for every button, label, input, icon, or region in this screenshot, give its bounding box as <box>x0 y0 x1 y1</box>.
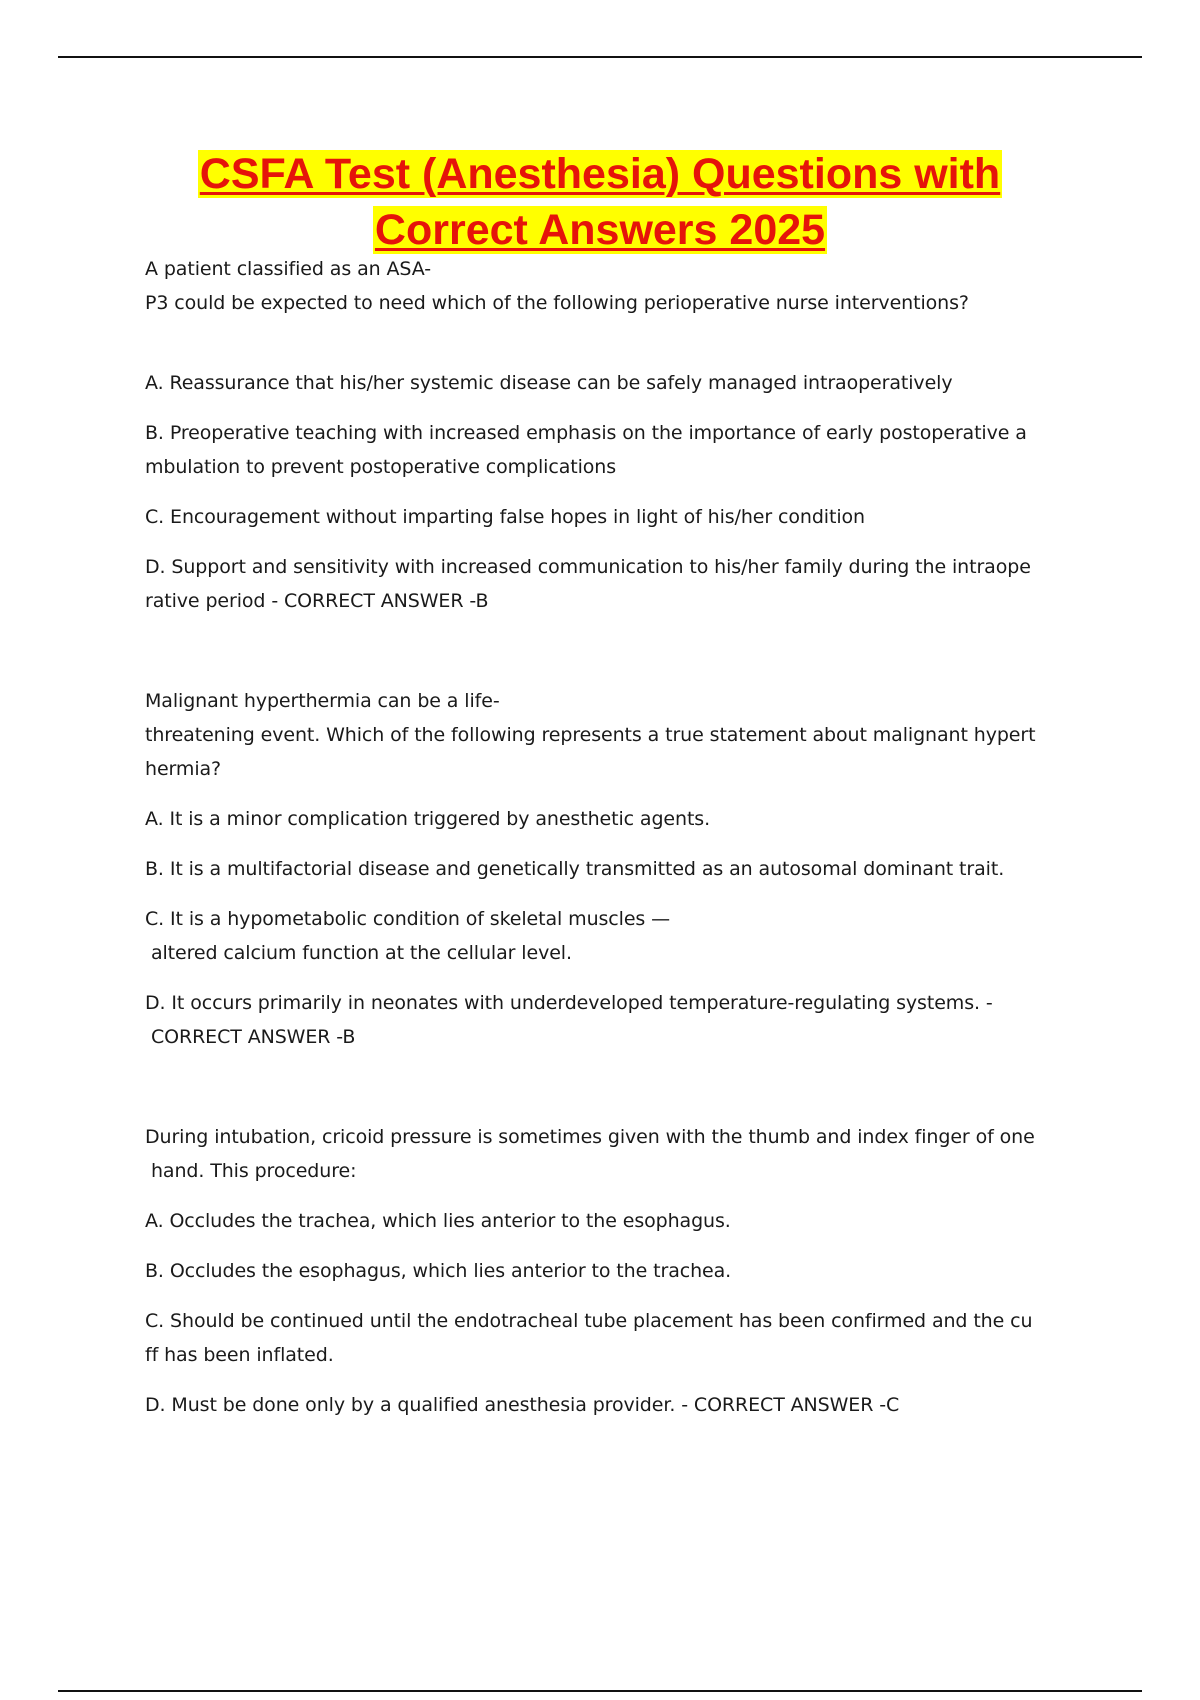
spacer <box>145 1054 1105 1120</box>
question-stem: Malignant hyperthermia can be a life- threatening event. Which of the following represents a true statement about malignant hypert hermia? <box>145 690 1036 780</box>
page-title <box>100 146 1100 258</box>
answer-option-a: A. It is a minor complication triggered by anesthetic agents. <box>145 808 711 830</box>
question-list <box>145 252 1105 1422</box>
title-line-2: Correct Answers 2025 <box>374 206 826 254</box>
answer-option-c: C. It is a hypometabolic condition of skeletal muscles — altered calcium function at the cellular level. <box>145 908 671 964</box>
bottom-rule <box>58 1690 1142 1692</box>
answer-option-b: B. Occludes the esophagus, which lies anterior to the trachea. <box>145 1260 732 1282</box>
answer-option-d: D. It occurs primarily in neonates with underdeveloped temperature-regulating systems. - CORRECT ANSWER -B <box>145 992 993 1048</box>
answer-option-b: B. Preoperative teaching with increased emphasis on the importance of early postoperative a mbulation to prevent postoperative complications <box>145 422 1027 478</box>
question-stem: During intubation, cricoid pressure is sometimes given with the thumb and index finger of one hand. This procedure: <box>145 1126 1035 1182</box>
question-2 <box>145 684 1105 1054</box>
top-rule <box>58 56 1142 58</box>
answer-option-d: D. Must be done only by a qualified anesthesia provider. - CORRECT ANSWER -C <box>145 1394 900 1416</box>
question-1 <box>145 252 1105 618</box>
answer-option-d: D. Support and sensitivity with increased communication to his/her family during the intraope rative period - CORRECT ANSWER -B <box>145 556 1031 612</box>
title-line-1: CSFA Test (Anesthesia) Questions with <box>199 150 1001 198</box>
answer-option-c: C. Encouragement without imparting false hopes in light of his/her condition <box>145 506 865 528</box>
answer-option-c: C. Should be continued until the endotracheal tube placement has been confirmed and the cu ff has been inflated. <box>145 1310 1033 1366</box>
answer-option-a: A. Occludes the trachea, which lies anterior to the esophagus. <box>145 1210 731 1232</box>
answer-option-b: B. It is a multifactorial disease and genetically transmitted as an autosomal dominant trait. <box>145 858 1005 880</box>
answer-option-a: A. Reassurance that his/her systemic disease can be safely managed intraoperatively <box>145 372 953 394</box>
spacer <box>145 618 1105 684</box>
question-3 <box>145 1120 1105 1422</box>
question-stem: A patient classified as an ASA- P3 could be expected to need which of the following perioperative nurse interventions? <box>145 258 969 314</box>
